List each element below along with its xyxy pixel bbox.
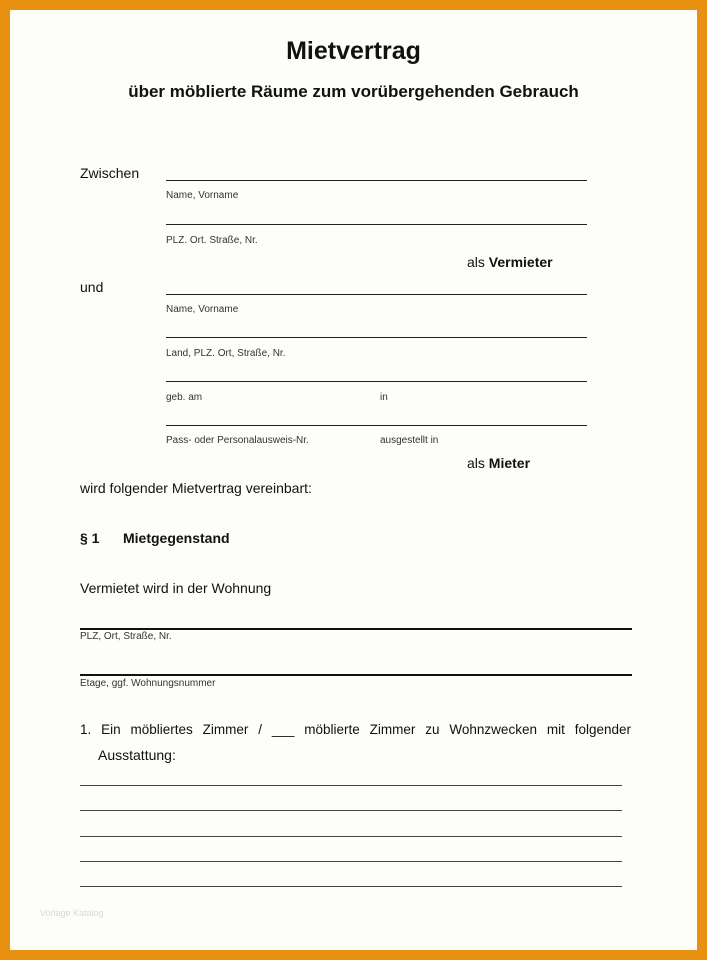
landlord-address-line[interactable]	[166, 224, 587, 225]
tenant-role-label: Mieter	[488, 455, 531, 471]
between-label: Zwischen	[80, 165, 140, 181]
landlord-name-caption: Name, Vorname	[166, 190, 239, 201]
equipment-line-2[interactable]	[80, 810, 622, 811]
section1-number: § 1	[80, 530, 100, 546]
item1-text-line1: 1. Ein möbliertes Zimmer / ___ möblierte Zimmer zu Wohnzwecken mit folgender	[80, 722, 631, 737]
document-title: Mietvertrag	[286, 37, 421, 65]
item1-text-line2: Ausstattung:	[98, 747, 176, 763]
tenant-role	[467, 455, 530, 471]
apartment-floor-caption: Etage, ggf. Wohnungsnummer	[80, 678, 216, 689]
tenant-birth-line[interactable]	[166, 381, 587, 382]
apartment-floor-line[interactable]	[80, 674, 632, 676]
watermark: Vorlage Katalog	[40, 908, 104, 918]
tenant-address-caption: Land, PLZ. Ort, Straße, Nr.	[166, 348, 286, 359]
tenant-role-prefix: als	[467, 455, 485, 471]
document-page	[10, 10, 697, 950]
landlord-role-prefix: als	[467, 254, 485, 270]
section1-title: Mietgegenstand	[123, 530, 230, 546]
equipment-line-4[interactable]	[80, 861, 622, 862]
and-label: und	[80, 279, 104, 295]
tenant-address-line[interactable]	[166, 337, 587, 338]
equipment-line-3[interactable]	[80, 836, 622, 837]
tenant-birth-place-caption: in	[380, 392, 388, 403]
document-subtitle: über möblierte Räume zum vorübergehenden Gebrauch	[128, 82, 579, 101]
agreement-text: wird folgender Mietvertrag vereinbart:	[80, 480, 312, 496]
equipment-line-1[interactable]	[80, 785, 622, 786]
apartment-address-caption: PLZ, Ort, Straße, Nr.	[80, 631, 172, 642]
section1-intro: Vermietet wird in der Wohnung	[80, 580, 272, 596]
tenant-name-line[interactable]	[166, 294, 587, 295]
apartment-address-line[interactable]	[80, 628, 632, 630]
tenant-id-caption: Pass- oder Personalausweis-Nr.	[166, 435, 309, 446]
tenant-birth-caption: geb. am	[166, 392, 203, 403]
tenant-issued-caption: ausgestellt in	[380, 435, 439, 446]
landlord-name-line[interactable]	[166, 180, 587, 181]
tenant-id-line[interactable]	[166, 425, 587, 426]
landlord-role	[467, 254, 553, 270]
equipment-line-5[interactable]	[80, 886, 622, 887]
landlord-address-caption: PLZ. Ort. Straße, Nr.	[166, 235, 258, 246]
landlord-role-label: Vermieter	[488, 254, 553, 270]
tenant-name-caption: Name, Vorname	[166, 304, 239, 315]
